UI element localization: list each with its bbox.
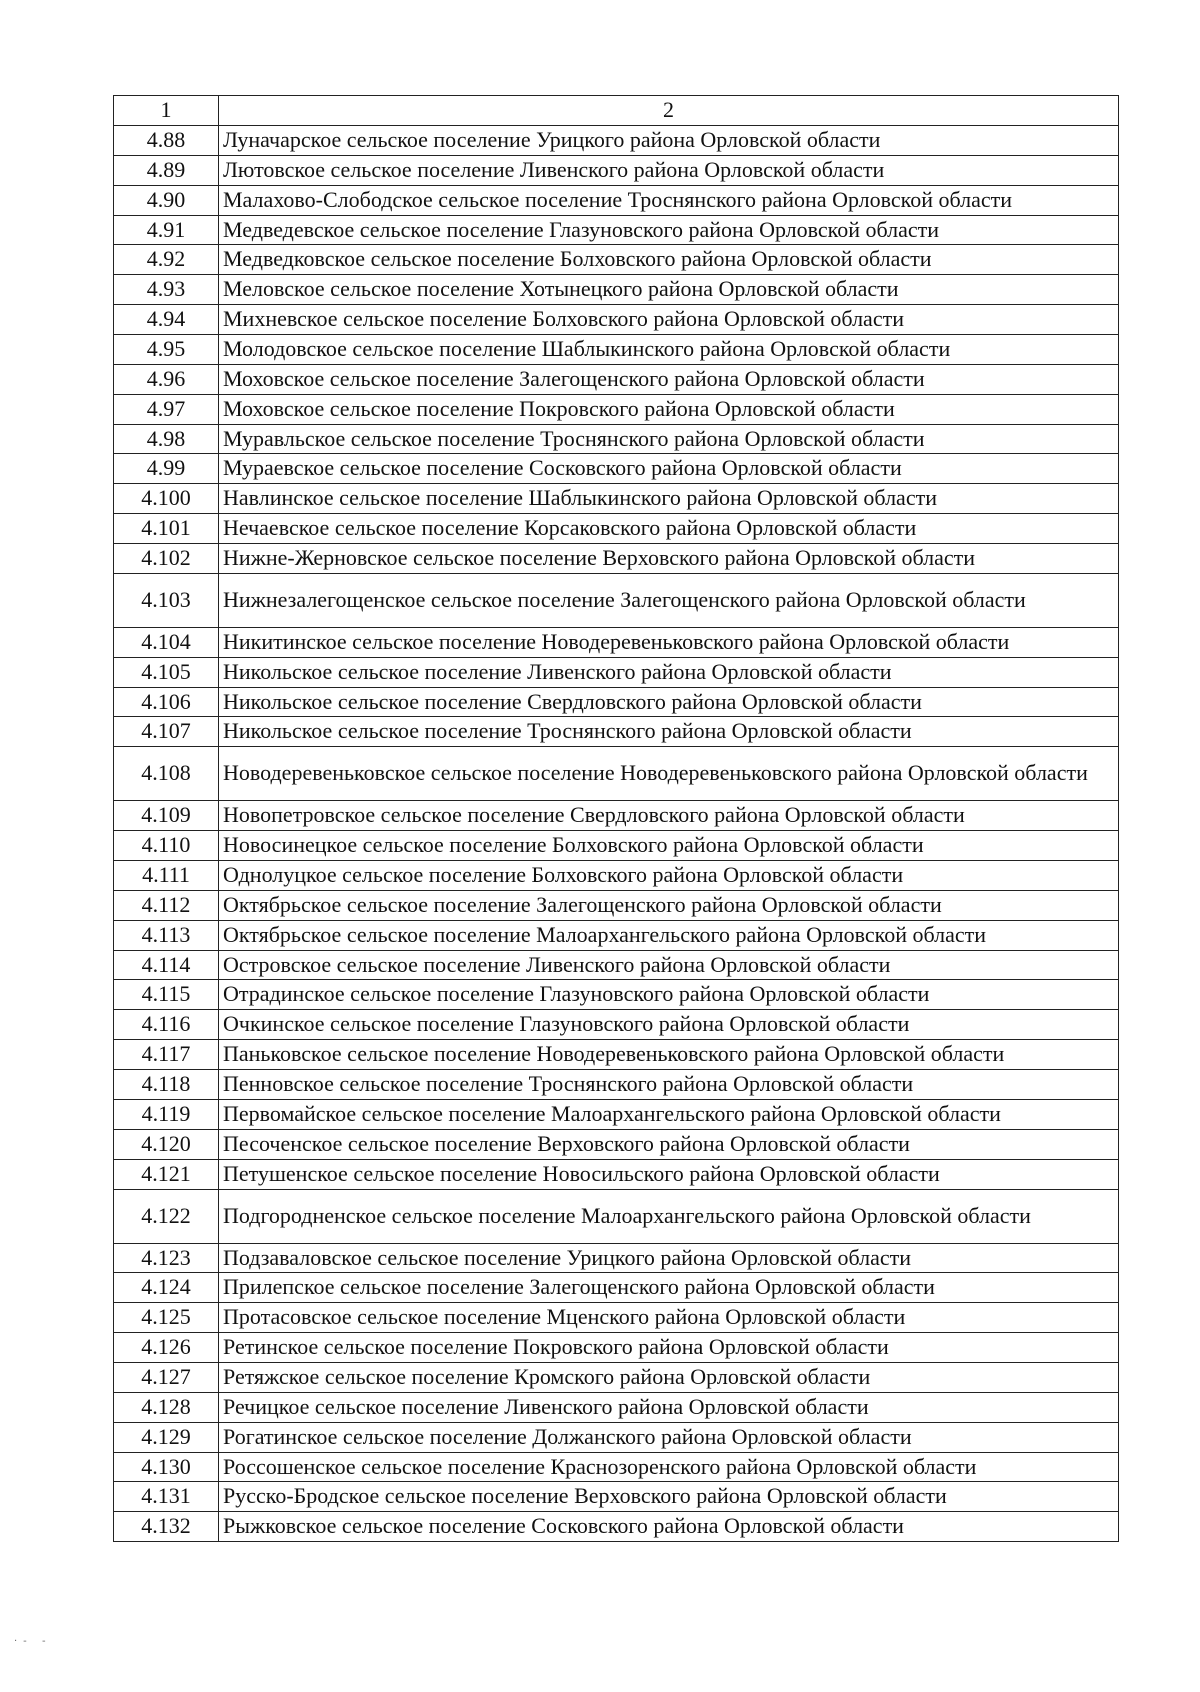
row-number-cell: 4.121 xyxy=(114,1159,219,1189)
row-number-cell: 4.116 xyxy=(114,1010,219,1040)
settlement-name-cell: Михневское сельское поселение Болховского района Орловской области xyxy=(219,305,1119,335)
table-header-row xyxy=(114,96,1119,126)
settlement-name-cell: Рыжковское сельское поселение Сосковского района Орловской области xyxy=(219,1512,1119,1542)
settlement-name-cell: Песоченское сельское поселение Верховского района Орловской области xyxy=(219,1129,1119,1159)
row-number-cell: 4.101 xyxy=(114,514,219,544)
settlement-name-cell: Октябрьское сельское поселение Залегощенского района Орловской области xyxy=(219,890,1119,920)
table-row xyxy=(114,126,1119,156)
settlement-name-cell: Первомайское сельское поселение Малоархангельского района Орловской области xyxy=(219,1099,1119,1129)
table-row xyxy=(114,1392,1119,1422)
table-row xyxy=(114,305,1119,335)
row-number-cell: 4.131 xyxy=(114,1482,219,1512)
settlement-name-cell: Нечаевское сельское поселение Корсаковского района Орловской области xyxy=(219,514,1119,544)
table-row xyxy=(114,544,1119,574)
table-row xyxy=(114,920,1119,950)
row-number-cell: 4.109 xyxy=(114,801,219,831)
table-row xyxy=(114,1159,1119,1189)
row-number-cell: 4.88 xyxy=(114,126,219,156)
settlement-name-cell: Нижнезалегощенское сельское поселение Залегощенского района Орловской области xyxy=(219,573,1119,627)
table-row xyxy=(114,1099,1119,1129)
settlement-name-cell: Нижне-Жерновское сельское поселение Верховского района Орловской области xyxy=(219,544,1119,574)
settlement-name-cell: Петушенское сельское поселение Новосильского района Орловской области xyxy=(219,1159,1119,1189)
settlement-name-cell: Островское сельское поселение Ливенского района Орловской области xyxy=(219,950,1119,980)
table-row xyxy=(114,424,1119,454)
table-row xyxy=(114,1040,1119,1070)
row-number-cell: 4.103 xyxy=(114,573,219,627)
table-row xyxy=(114,394,1119,424)
settlement-name-cell: Лютовское сельское поселение Ливенского района Орловской области xyxy=(219,155,1119,185)
table-row xyxy=(114,831,1119,861)
table-row xyxy=(114,275,1119,305)
table-row xyxy=(114,747,1119,801)
table-row xyxy=(114,1512,1119,1542)
row-number-cell: 4.126 xyxy=(114,1333,219,1363)
row-number-cell: 4.92 xyxy=(114,245,219,275)
table-row xyxy=(114,1452,1119,1482)
row-number-cell: 4.104 xyxy=(114,627,219,657)
row-number-cell: 4.112 xyxy=(114,890,219,920)
settlement-name-cell: Паньковское сельское поселение Новодеревеньковского района Орловской области xyxy=(219,1040,1119,1070)
row-number-cell: 4.115 xyxy=(114,980,219,1010)
settlement-name-cell: Россошенское сельское поселение Краснозоренского района Орловской области xyxy=(219,1452,1119,1482)
settlement-name-cell: Рогатинское сельское поселение Должанского района Орловской области xyxy=(219,1422,1119,1452)
table-row xyxy=(114,1303,1119,1333)
table-row xyxy=(114,1010,1119,1040)
row-number-cell: 4.123 xyxy=(114,1243,219,1273)
row-number-cell: 4.97 xyxy=(114,394,219,424)
table-row xyxy=(114,215,1119,245)
row-number-cell: 4.117 xyxy=(114,1040,219,1070)
scan-mark: ·- - xyxy=(14,1636,52,1647)
row-number-cell: 4.125 xyxy=(114,1303,219,1333)
table-row xyxy=(114,657,1119,687)
row-number-cell: 4.113 xyxy=(114,920,219,950)
settlement-name-cell: Моховское сельское поселение Покровского района Орловской области xyxy=(219,394,1119,424)
row-number-cell: 4.102 xyxy=(114,544,219,574)
settlement-name-cell: Прилепское сельское поселение Залегощенского района Орловской области xyxy=(219,1273,1119,1303)
settlement-name-cell: Никольское сельское поселение Троснянского района Орловской области xyxy=(219,717,1119,747)
settlement-name-cell: Однолуцкое сельское поселение Болховского района Орловской области xyxy=(219,861,1119,891)
row-number-cell: 4.99 xyxy=(114,454,219,484)
row-number-cell: 4.128 xyxy=(114,1392,219,1422)
table-row xyxy=(114,980,1119,1010)
table-row xyxy=(114,861,1119,891)
row-number-cell: 4.119 xyxy=(114,1099,219,1129)
settlement-name-cell: Малахово-Слободское сельское поселение Троснянского района Орловской области xyxy=(219,185,1119,215)
settlement-name-cell: Навлинское сельское поселение Шаблыкинского района Орловской области xyxy=(219,484,1119,514)
row-number-cell: 4.118 xyxy=(114,1070,219,1100)
table-row xyxy=(114,335,1119,365)
table-row xyxy=(114,1070,1119,1100)
table-row xyxy=(114,1243,1119,1273)
settlement-name-cell: Очкинское сельское поселение Глазуновского района Орловской области xyxy=(219,1010,1119,1040)
settlement-name-cell: Пенновское сельское поселение Троснянского района Орловской области xyxy=(219,1070,1119,1100)
table-body xyxy=(114,126,1119,1542)
settlement-name-cell: Октябрьское сельское поселение Малоархангельского района Орловской области xyxy=(219,920,1119,950)
table-row xyxy=(114,573,1119,627)
table-row xyxy=(114,364,1119,394)
table-row xyxy=(114,155,1119,185)
settlement-name-cell: Новопетровское сельское поселение Свердловского района Орловской области xyxy=(219,801,1119,831)
table-row xyxy=(114,717,1119,747)
settlement-name-cell: Ретинское сельское поселение Покровского района Орловской области xyxy=(219,1333,1119,1363)
row-number-cell: 4.95 xyxy=(114,335,219,365)
settlement-name-cell: Никольское сельское поселение Свердловского района Орловской области xyxy=(219,687,1119,717)
table-row xyxy=(114,687,1119,717)
row-number-cell: 4.98 xyxy=(114,424,219,454)
row-number-cell: 4.108 xyxy=(114,747,219,801)
settlement-name-cell: Никольское сельское поселение Ливенского района Орловской области xyxy=(219,657,1119,687)
settlement-name-cell: Медведковское сельское поселение Болховского района Орловской области xyxy=(219,245,1119,275)
row-number-cell: 4.106 xyxy=(114,687,219,717)
table-row xyxy=(114,627,1119,657)
row-number-cell: 4.91 xyxy=(114,215,219,245)
row-number-cell: 4.107 xyxy=(114,717,219,747)
settlement-name-cell: Подгородненское сельское поселение Малоархангельского района Орловской области xyxy=(219,1189,1119,1243)
row-number-cell: 4.120 xyxy=(114,1129,219,1159)
settlement-name-cell: Меловское сельское поселение Хотынецкого района Орловской области xyxy=(219,275,1119,305)
column-header-name: 2 xyxy=(219,96,1119,126)
settlement-name-cell: Мураевское сельское поселение Сосковского района Орловской области xyxy=(219,454,1119,484)
row-number-cell: 4.90 xyxy=(114,185,219,215)
settlement-name-cell: Медведевское сельское поселение Глазуновского района Орловской области xyxy=(219,215,1119,245)
settlement-name-cell: Речицкое сельское поселение Ливенского района Орловской области xyxy=(219,1392,1119,1422)
row-number-cell: 4.129 xyxy=(114,1422,219,1452)
settlement-name-cell: Луначарское сельское поселение Урицкого района Орловской области xyxy=(219,126,1119,156)
row-number-cell: 4.96 xyxy=(114,364,219,394)
row-number-cell: 4.94 xyxy=(114,305,219,335)
row-number-cell: 4.124 xyxy=(114,1273,219,1303)
settlement-name-cell: Никитинское сельское поселение Новодеревеньковского района Орловской области xyxy=(219,627,1119,657)
row-number-cell: 4.105 xyxy=(114,657,219,687)
row-number-cell: 4.122 xyxy=(114,1189,219,1243)
table-row xyxy=(114,454,1119,484)
row-number-cell: 4.110 xyxy=(114,831,219,861)
settlement-name-cell: Молодовское сельское поселение Шаблыкинского района Орловской области xyxy=(219,335,1119,365)
table-row xyxy=(114,1482,1119,1512)
table-row xyxy=(114,484,1119,514)
table-row xyxy=(114,950,1119,980)
row-number-cell: 4.89 xyxy=(114,155,219,185)
table-row xyxy=(114,514,1119,544)
table-row xyxy=(114,1333,1119,1363)
table-row xyxy=(114,1189,1119,1243)
table-row xyxy=(114,1362,1119,1392)
column-header-number: 1 xyxy=(114,96,219,126)
settlement-name-cell: Русско-Бродское сельское поселение Верховского района Орловской области xyxy=(219,1482,1119,1512)
settlements-table xyxy=(113,95,1119,1542)
settlement-name-cell: Новосинецкое сельское поселение Болховского района Орловской области xyxy=(219,831,1119,861)
settlement-name-cell: Подзаваловское сельское поселение Урицкого района Орловской области xyxy=(219,1243,1119,1273)
table-row xyxy=(114,1273,1119,1303)
row-number-cell: 4.132 xyxy=(114,1512,219,1542)
table-row xyxy=(114,185,1119,215)
row-number-cell: 4.111 xyxy=(114,861,219,891)
row-number-cell: 4.130 xyxy=(114,1452,219,1482)
row-number-cell: 4.100 xyxy=(114,484,219,514)
table-row xyxy=(114,890,1119,920)
settlement-name-cell: Моховское сельское поселение Залегощенского района Орловской области xyxy=(219,364,1119,394)
settlement-name-cell: Протасовское сельское поселение Мценского района Орловской области xyxy=(219,1303,1119,1333)
table-row xyxy=(114,1129,1119,1159)
settlement-name-cell: Новодеревеньковское сельское поселение Новодеревеньковского района Орловской области xyxy=(219,747,1119,801)
row-number-cell: 4.127 xyxy=(114,1362,219,1392)
row-number-cell: 4.93 xyxy=(114,275,219,305)
settlement-name-cell: Муравльское сельское поселение Троснянского района Орловской области xyxy=(219,424,1119,454)
settlement-name-cell: Отрадинское сельское поселение Глазуновского района Орловской области xyxy=(219,980,1119,1010)
table-row xyxy=(114,801,1119,831)
row-number-cell: 4.114 xyxy=(114,950,219,980)
table-row xyxy=(114,1422,1119,1452)
settlement-name-cell: Ретяжское сельское поселение Кромского района Орловской области xyxy=(219,1362,1119,1392)
table-row xyxy=(114,245,1119,275)
